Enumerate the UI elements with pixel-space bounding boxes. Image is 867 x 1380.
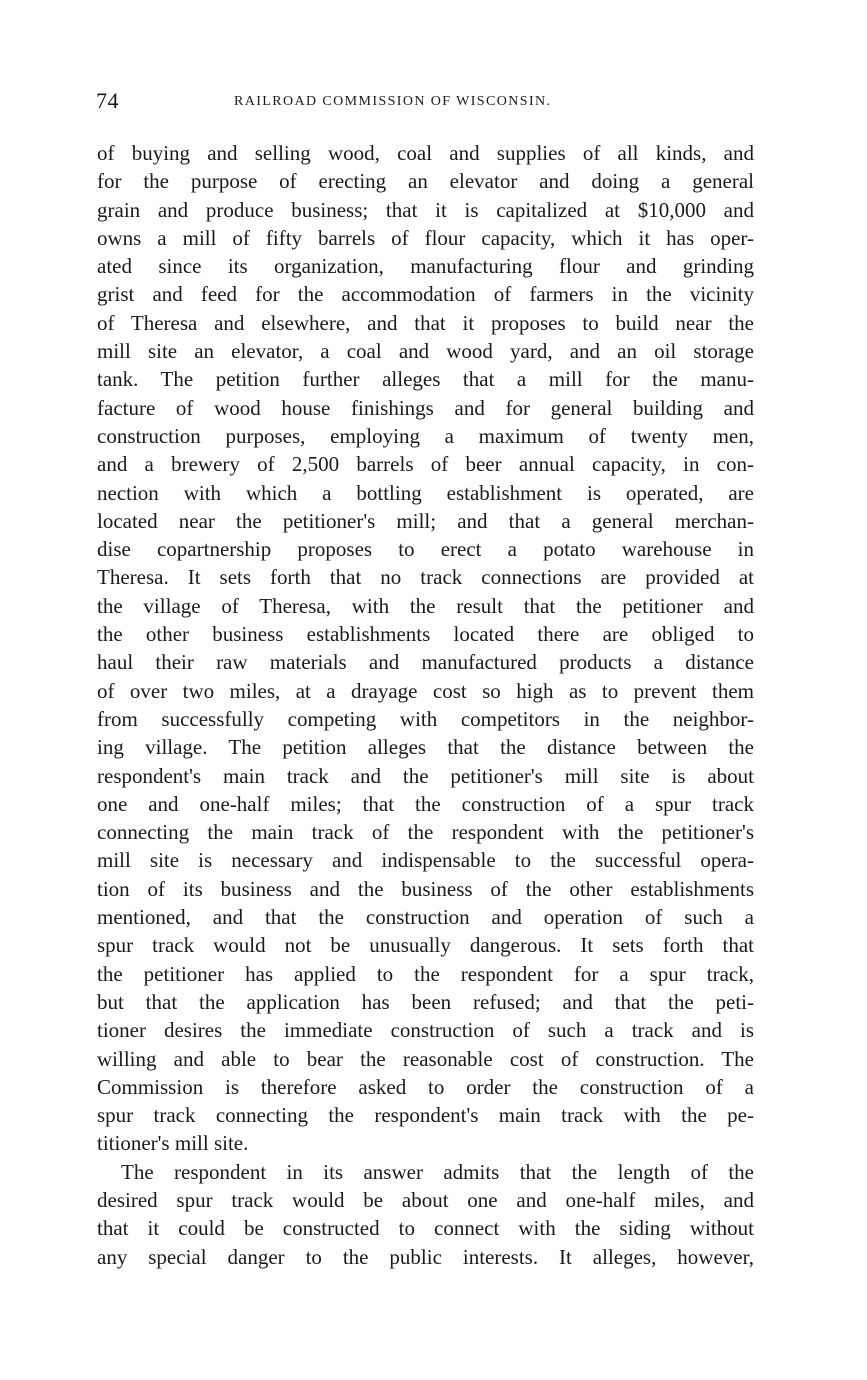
- text-line: tion of its business and the business of the other establishments: [97, 876, 754, 901]
- text-line: desired spur track would be about one and one-half miles, and: [97, 1187, 754, 1212]
- text-line: grist and feed for the accommodation of farmers in the vicinity: [97, 282, 754, 307]
- text-line: spur track would not be unusually dangerous. It sets forth that: [97, 933, 754, 958]
- text-line: that it could be constructed to connect with the siding without: [97, 1216, 754, 1241]
- text-line: grain and produce business; that it is capitalized at $10,000 and: [97, 197, 754, 222]
- text-line: and a brewery of 2,500 barrels of beer annual capacity, in con-: [97, 452, 754, 477]
- running-head-title: RAILROAD COMMISSION OF WISCONSIN.: [234, 94, 552, 109]
- text-line: for the purpose of erecting an elevator and doing a general: [97, 169, 754, 194]
- text-line: Commission is therefore asked to order the construction of a: [97, 1074, 754, 1099]
- text-line: ated since its organization, manufacturing flour and grinding: [97, 254, 754, 279]
- text-line: titioner's mill site.: [97, 1131, 249, 1156]
- text-line: spur track connecting the respondent's main track with the pe-: [97, 1103, 754, 1128]
- text-line: from successfully competing with competitors in the neighbor-: [97, 706, 754, 731]
- text-line: the other business establishments located there are obliged to: [97, 622, 754, 647]
- text-line: of over two miles, at a drayage cost so high as to prevent them: [97, 678, 754, 703]
- text-line: owns a mill of fifty barrels of flour capacity, which it has oper-: [97, 225, 754, 250]
- text-line: but that the application has been refused; and that the peti-: [97, 989, 754, 1014]
- text-line: any special danger to the public interests. It alleges, however,: [97, 1244, 754, 1269]
- text-line: haul their raw materials and manufactured products a distance: [97, 650, 754, 675]
- text-line: mentioned, and that the construction and operation of such a: [97, 905, 754, 930]
- text-line: willing and able to bear the reasonable cost of construction. The: [97, 1046, 754, 1071]
- text-line: ing village. The petition alleges that the distance between the: [97, 735, 754, 760]
- text-line: mill site an elevator, a coal and wood yard, and an oil storage: [97, 339, 754, 364]
- page-number: 74: [96, 88, 119, 113]
- text-line: mill site is necessary and indispensable to the successful opera-: [97, 848, 754, 873]
- body-text: [97, 139, 754, 1271]
- text-line: of buying and selling wood, coal and supplies of all kinds, and: [97, 141, 754, 165]
- text-line: nection with which a bottling establishment is operated, are: [97, 480, 754, 505]
- paragraph-continued: [97, 139, 754, 1158]
- text-line: the village of Theresa, with the result that the petitioner and: [97, 593, 754, 618]
- text-line: one and one-half miles; that the construction of a spur track: [97, 791, 754, 816]
- text-line: construction purposes, employing a maximum of twenty men,: [97, 423, 754, 448]
- text-line: tank. The petition further alleges that a mill for the manu-: [97, 367, 754, 392]
- text-line: The respondent in its answer admits that the length of the: [121, 1159, 754, 1184]
- text-line: located near the petitioner's mill; and that a general merchan-: [97, 508, 754, 533]
- paragraph-respondent-answer: [97, 1158, 754, 1271]
- text-line: of Theresa and elsewhere, and that it proposes to build near the: [97, 310, 754, 335]
- text-line: the petitioner has applied to the respondent for a spur track,: [97, 961, 754, 986]
- text-line: facture of wood house finishings and for general building and: [97, 395, 754, 420]
- running-head: [96, 88, 752, 114]
- text-line: Theresa. It sets forth that no track connections are provided at: [97, 565, 754, 590]
- text-line: respondent's main track and the petitioner's mill site is about: [97, 763, 754, 788]
- text-line: tioner desires the immediate construction of such a track and is: [97, 1018, 754, 1043]
- text-line: dise copartnership proposes to erect a potato warehouse in: [97, 537, 754, 562]
- text-line: connecting the main track of the respondent with the petitioner's: [97, 820, 754, 845]
